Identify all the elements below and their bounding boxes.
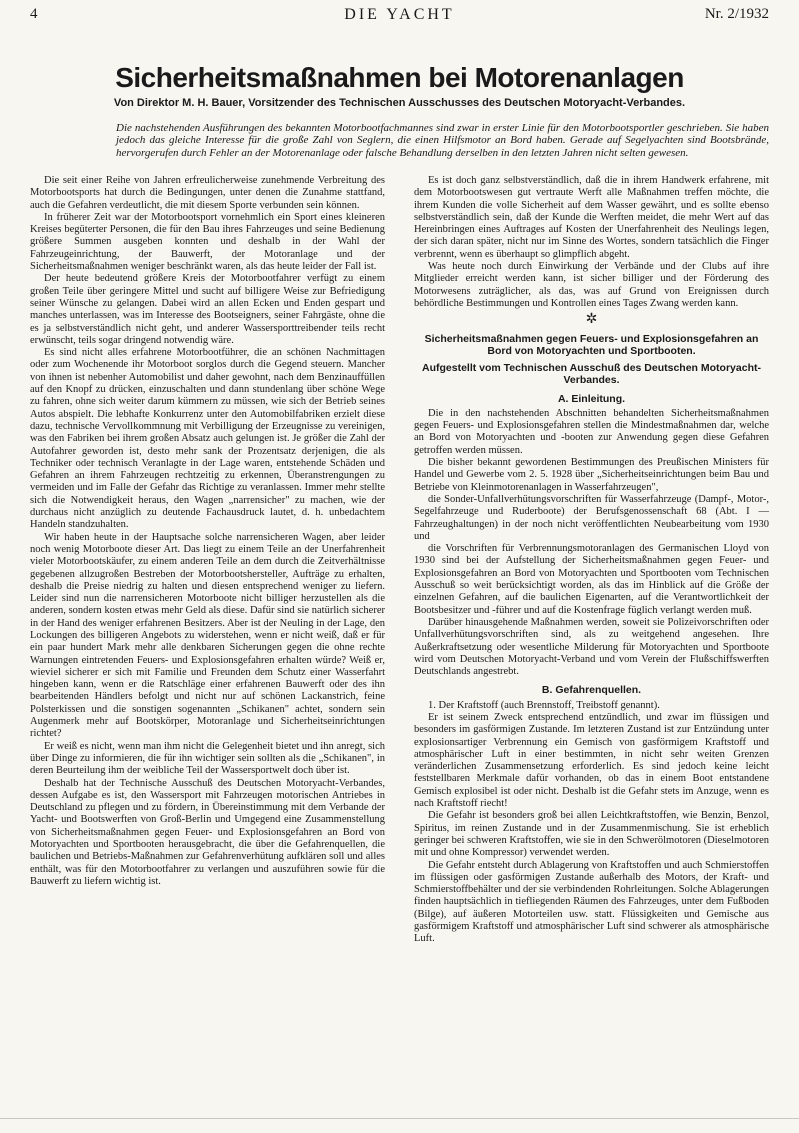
article-title: Sicherheitsmaßnahmen bei Motorenanlagen — [115, 62, 684, 93]
paragraph: Die in den nachstehenden Abschnitten behandelten Sicherheitsmaßnahmen gegen Feuers- und Explosionsgefahren stellen die Mindestmaßnahmen dar, welche an Bord von Motoryachten und -booten zur Anwendung gegen diese Gefahren getroffen werden müssen. — [414, 407, 769, 456]
paragraph: Er weiß es nicht, wenn man ihm nicht die Gelegenheit bietet und ihn anregt, sich über Dinge zu informieren, die für ihn wichtiger sein sollten als die „Schikanen", in deren Beurteilung ihm der weibliche Teil der Wassersportwelt doch über ist. — [30, 740, 385, 777]
issue-number: Nr. 2/1932 — [704, 6, 769, 22]
paragraph: die Sonder-Unfallverhütungsvorschriften für Wasserfahrzeuge (Dampf-, Motor-, Segelfahrzeuge und Ruderboote) der Berufsgenossenschaft 68 (Abt. I — Fahrzeughaltungen) in der noch nicht veröffentlichten Neubearbeitung vom 1930 und — [414, 493, 769, 542]
paragraph: Wir haben heute in der Hauptsache solche narrensicheren Wagen, aber leider noch wenig Motorboote dieser Art. Das liegt zu einem Teile an der Unerfahrenheit vieler Motorbootskäufer, zu einem anderen Teile an dem durch die Zeitverhältnisse gegebenen allzugroßen Bestreben der Motorbootshersteller, Aufträge zu erhalten, deshalb die Preise niedrig zu halten und diesen entsprechend weniger zu liefern. Leider sind nun die narrensicheren Motorboote nicht billiger herzustellen als die anderen, sondern kosten etwas mehr Geld als diese. Dafür sind sie natürlich sicherer in der Hand des weniger erfahrenen Besitzers. Aber ist der Neuling in der Lage, den Lockungen des billigeren Angebots zu widerstehen, wenn er nicht weiß, daß er für ein paar hundert Mark mehr alle denkbaren Sicherungen gegen die ohne rechte Warnungen eintretenden Feuers- und Explosionsgefahren erhalten würde? Weiß er, wieviel sicherer er sich mit Familie und Freunden dem Schutz einer Wasserfahrt hingeben kann, wenn er die Ratschläge einer erfahrenen Bauwerft oder des ihn bearbeitenden Händlers befolgt und nicht nur auf schönen Lackanstrich, feine Polsterkissen und die sonstigen sogenannten „Schikanen" achtet, sondern sein Augenmerk mehr auf Bootskörper, Motoranlage und Sicherheitseinrichtungen richtet? — [30, 531, 385, 740]
paragraph: Darüber hinausgehende Maßnahmen werden, soweit sie Polizeivorschriften oder Unfallverhütungsvorschriften sind, als zu weitgehend angesehen. Ihre Außerkraftsetzung oder wesentliche Milderung für Motoryachten und Sportboote wird vom Deutschen Motoryacht-Verband und vom Verein der Flußschiffswerften Deutschlands angestrebt. — [414, 616, 769, 678]
article-intro: Die nachstehenden Ausführungen des bekannten Motorbootfachmannes sind zwar in erster Linie für den Motorbootsportler geschrieben. Sie haben jedoch das gleiche Interesse für die große Zahl von Seglern, die einen Hilfsmotor an Bord haben. Gerade auf Segelyachten sind Bootsbrände, hervorgerufen durch Fehler an der Motorenanlage oder falsche Behandlung derselben in den letzten Jahren nicht selten gewesen. — [116, 122, 769, 159]
right-column — [414, 175, 769, 946]
heading-b: B. Gefahrenquellen. — [541, 684, 642, 697]
article-byline: Von Direktor M. H. Bauer, Vorsitzender des Technischen Ausschusses des Deutschen Motoryacht-Verbandes. — [113, 97, 686, 109]
paragraph: die Vorschriften für Verbrennungsmotoranlagen des Germanischen Lloyd von 1930 sind bei der Aufstellung der Sicherheitsmaßnahmen gegen Feuer- und Explosionsgefahren an Bord von Motoryachten und Sportbooten vom Technischen Ausschuß so weit berücksichtigt worden, als das im Hinblick auf die Größe der einzelnen Gefahren, auf die baulichen Eigenarten, auf die Verantwortlichkeit der Bootsbesitzer und -führer und auf die Kostenfrage füglich verlangt werden muß. — [414, 543, 769, 616]
magazine-name: DIE YACHT — [344, 6, 455, 23]
left-column — [30, 175, 385, 888]
paragraph: Die bisher bekannt gewordenen Bestimmungen des Preußischen Ministers für Handel und Gewerbe vom 2. 5. 1928 über „Sicherheitseinrichtungen beim Bau und Betriebe von Kleinmotorenanlagen in Wasserfahrzeugen", — [414, 457, 769, 493]
paragraph: Was heute noch durch Einwirkung der Verbände und der Clubs auf ihre Mitglieder erreicht werden kann, ist sicher billiger und der Förderung des Motorwesens zuträglicher, als das, was auf Grund von Ereignissen durch behördliche Bestimmungen und Kontrollen eines Tages Zwang werden kann. — [414, 261, 769, 309]
paragraph: Deshalb hat der Technische Ausschuß des Deutschen Motoryacht-Verbandes, dessen Aufgabe es ist, den Wassersport mit Fahrzeugen motorischen Antriebes in Deutschland zu pflegen und zu fördern, in Übereinstimmung mit dem Verbande der Yacht- und Bootswerften von Groß-Berlin und Umgegend eine Zusammenstellung von Sicherheitsmaßnahmen gegen Feuer- und Explosionsgefahren an Bord von Motoryachten und Sportbooten herausgebracht, die über die Gefahrenquellen, die baulichen und Betriebs-Maßnahmen zur Gefahrenverhütung aufklären soll und alles enthält, was für den Motorbootfahrer zu verlangen und auszuführen sowie für die Bauwerft zu liefern wichtig ist. — [30, 777, 385, 887]
paragraph: Es ist doch ganz selbstverständlich, daß die in ihrem Handwerk erfahrene, mit dem Motorbootswesen gut vertraute Werft alle Maßnahmen treffen möchte, die ihrem Kunden die volle Sicherheit auf dem Wasser gewährt, und es sollte ebenso selbstverständlich sein, daß der Kunde die Werften meidet, die mehr Wert auf das Hereinbringen eines Auftrages auf Kosten der Unerfahrenheit des Neulings legen, der sich daran später, nicht nur im Sinne des Wortes, sondern tatsächlich die Finger verbrennt, wenn es überhaupt so glimpflich abgeht. — [414, 175, 769, 260]
page-number: 4 — [30, 6, 38, 22]
heading-a: A. Einleitung. — [557, 392, 626, 405]
paragraph: 1. Der Kraftstoff (auch Brennstoff, Treibstoff genannt). — [428, 699, 660, 711]
section-subtitle: Aufgestellt vom Technischen Ausschuß des Deutschen Motoryacht-Verbandes. — [422, 361, 761, 387]
paragraph: Die Gefahr ist besonders groß bei allen Leichtkraftstoffen, wie Benzin, Benzol, Spiritus, im reinen Zustande und in der Zusammenmischung. Sie ist erheblich geringer bei schweren Kraftstoffen, wie sie in den Schwerölmotoren (Dieselmotoren mit und ohne Kompressor) verwendet werden. — [414, 810, 769, 859]
section-title: Sicherheitsmaßnahmen gegen Feuers- und Explosionsgefahren an Bord von Motoryachten und Sportbooten. — [424, 332, 759, 358]
paragraph: Der heute bedeutend größere Kreis der Motorbootfahrer verfügt zu einem großen Teile über geringere Mittel und sucht auf billigere Weise zur Befriedigung seiner Wünsche zu gelangen. Dabei wird an allen Ecken und Enden gespart und manches unterlassen, was im Interesse des Bootseigners, seiner Fahrgäste, ohne die es ja selbstverständlich nicht geht, und anderer Wassersporttreibender teils recht erwünscht, teils sogar dringend notwendig wäre. — [30, 273, 385, 346]
paragraph: Die seit einer Reihe von Jahren erfreulicherweise zunehmende Verbreitung des Motorbootsports hat durch die Bedingungen, unter denen die Zunahme stattfand, auch die Gefahren verdeutlicht, die mit diesem Sporte verbunden sein können. — [30, 175, 385, 211]
section-separator: ✲ — [585, 312, 598, 328]
paragraph: Er ist seinem Zweck entsprechend entzündlich, und zwar im flüssigen und besonders im gasförmigen Zustande. Im letzteren Zustand ist zur Entzündung unter explosionsartiger Verbrennung ein Gemisch von gasförmigem Kraftstoff und atmosphärischer Luft in einer bestimmten, in nicht sehr weiten Grenzen veränderlichen Zusammensetzung erforderlich. Es sind jedoch keine leicht feststellbaren Merkmale dafür vorhanden, ob das in einem Boot entstandene Gemisch explosibel ist oder nicht. Deshalb ist die Gefahr stets im Anzuge, wenn es nach Kraftstoff riecht! — [414, 711, 769, 810]
page-bottom-rule — [0, 1118, 799, 1119]
page-header — [30, 6, 769, 28]
paragraph: Die Gefahr entsteht durch Ablagerung von Kraftstoffen und auch Schmierstoffen im flüssigen oder gasförmigen Zustande außerhalb des Motors, der Kraft- und Schmierstoffbehälter und der sie verbindenden Rohrleitungen. Solche Ablagerungen finden hauptsächlich in tiefliegenden Räumen des Fahrzeuges, unter dem Fußboden (Bilge), auf äußeren Motorteilen usw. statt. Flüssigkeiten und Gemische aus gasförmigem Kraftstoff und atmosphärischer Luft sind schwerer als atmosphärische Luft. — [414, 859, 769, 945]
paragraph: In früherer Zeit war der Motorbootsport vornehmlich ein Sport eines kleineren Kreises begüterter Personen, die für den Bau ihres Fahrzeuges und seine Bedienung größere Summen ausgeben konnten und deshalb in der Wahl der Fahrzeugeinrichtung, der Bauwerft, der Motoranlage und der Sicherheitsmaßnahmen weniger beschränkt waren, als das heute leider der Fall ist. — [30, 211, 385, 273]
paragraph: Es sind nicht alles erfahrene Motorbootführer, die an schönen Nachmittagen oder zum Wochenende ihr Motorboot sorglos durch die Gegend steuern. Mancher von ihnen ist nebenher Automobilist und daher gewohnt, nach dem Benzinauffüllen auf den Knopf zu drücken, einzuschalten und dann stundenlang über schöne Wege zu fahren, ohne sich weiter darum kümmern zu müssen, wie sich der Betrieb seines Autos abspielt. Die lebhafte Konkurrenz unter den Automobilfabriken erzielt diese dazu, technische Vervollkommnung mit Verbilligung der Erzeugnisse zu vereinigen, was den Fabriken bei ihrem großen Absatz auch gelungen ist. Je größer die Zahl der Autofahrer geworden ist, desto mehr sank der Prozentsatz derjenigen, die als Techniker oder technisch Veranlagte in der Lage waren, entstehende Schäden und Gefahren an ihrem Fahrzeugen rechtzeitig zu erkennen, Überanstrengungen zu vermeiden und im Falle der Gefahr das Richtige zu veranlassen. Immer mehr stellte sich die Notwendigkeit heraus, den Wagen „narrensicher" zu machen, wie der durchaus nicht anzüglich zu deutende Fachausdruck lautet, d. h. unbedachtem Handeln standzuhalten. — [30, 347, 385, 531]
